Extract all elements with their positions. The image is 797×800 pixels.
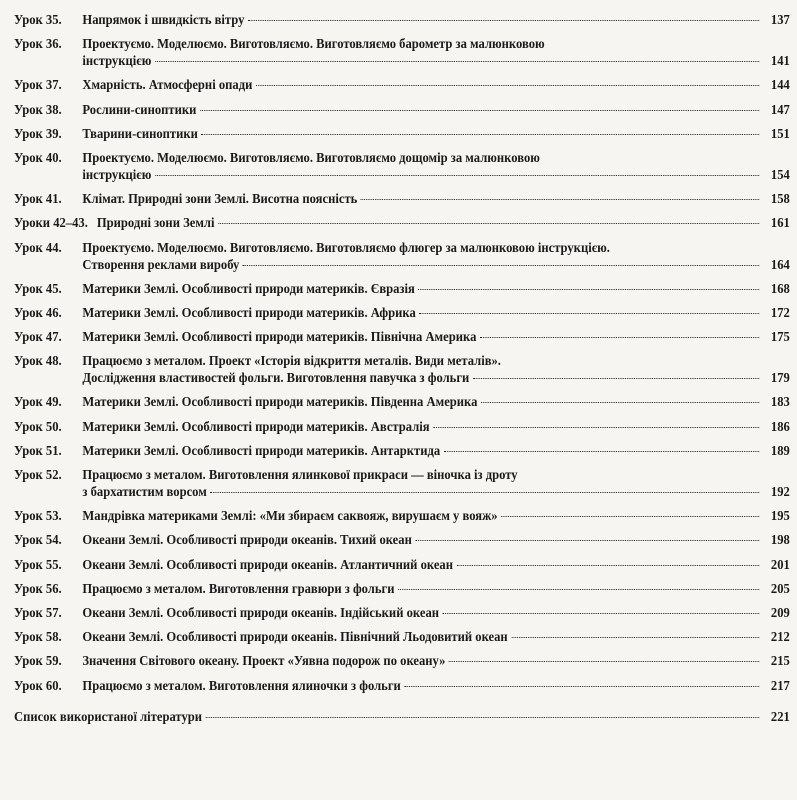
toc-entry[interactable] bbox=[14, 150, 790, 184]
lesson-title-line: з бархатистим ворсом bbox=[82, 485, 207, 500]
toc-line-last bbox=[82, 370, 789, 387]
toc-line-last bbox=[82, 419, 789, 436]
toc-line-last bbox=[82, 605, 789, 622]
toc-entry-body bbox=[82, 394, 789, 411]
lesson-title-line: Дослідження властивостей фольги. Виготовлення павучка з фольги bbox=[82, 371, 470, 387]
lesson-number: Урок 49. bbox=[14, 395, 62, 411]
dot-leader bbox=[443, 613, 760, 614]
lesson-title-line: Проектуємо. Моделюємо. Виготовляємо. Виготовляємо барометр за малюнковою bbox=[82, 37, 545, 53]
dot-leader bbox=[248, 20, 759, 21]
page-number: 137 bbox=[770, 13, 790, 28]
lesson-title-line: Працюємо з металом. Виготовлення ялинкової прикраси — віночка із дроту bbox=[82, 468, 518, 483]
lesson-title-line: Проектуємо. Моделюємо. Виготовляємо. Виготовляємо дощомір за малюнковою bbox=[82, 150, 540, 166]
page-number: 198 bbox=[770, 533, 790, 549]
lesson-number: Урок 46. bbox=[14, 305, 62, 321]
bibliography-label: Список використаної літератури bbox=[14, 709, 203, 725]
toc-line-last bbox=[82, 484, 789, 501]
lesson-title-line: Тварини-синоптики bbox=[82, 126, 198, 142]
page-number: 215 bbox=[770, 654, 790, 670]
toc-entry[interactable] bbox=[14, 215, 790, 232]
toc-entry[interactable] bbox=[14, 629, 790, 646]
lesson-title-line: Створення реклами виробу bbox=[82, 257, 240, 273]
lesson-number: Урок 55. bbox=[14, 557, 62, 573]
toc-entries bbox=[14, 12, 790, 695]
toc-line-last bbox=[82, 557, 789, 574]
toc-entry-body bbox=[82, 678, 789, 695]
toc-line-last bbox=[14, 709, 790, 726]
dot-leader bbox=[511, 637, 759, 638]
toc-entry-body bbox=[82, 36, 789, 70]
lesson-title-line: Природні зони Землі bbox=[96, 216, 215, 232]
toc-entry[interactable] bbox=[14, 394, 790, 411]
toc-line-last bbox=[82, 581, 789, 598]
lesson-title-line: Материки Землі. Особливості природи материків. Антарктида bbox=[82, 443, 441, 459]
lesson-title-line: інструкцією bbox=[82, 167, 152, 183]
toc-entry[interactable] bbox=[14, 467, 790, 501]
toc-entry[interactable] bbox=[14, 305, 790, 322]
page-number: 168 bbox=[770, 281, 790, 297]
toc-line-last bbox=[82, 281, 789, 298]
table-of-contents bbox=[14, 12, 790, 733]
page-number: 209 bbox=[770, 605, 790, 621]
toc-line-last bbox=[82, 532, 789, 549]
toc-entry[interactable] bbox=[14, 36, 790, 70]
toc-entry[interactable] bbox=[14, 102, 790, 119]
dot-leader bbox=[449, 661, 759, 662]
toc-entry-body bbox=[97, 215, 790, 232]
toc-entry[interactable] bbox=[14, 329, 790, 346]
toc-entry-bibliography[interactable] bbox=[14, 709, 790, 726]
toc-entry[interactable] bbox=[14, 126, 790, 143]
page-number: 217 bbox=[770, 678, 790, 694]
lesson-title-line: Хмарність. Атмосферні опади bbox=[82, 78, 253, 94]
dot-leader bbox=[398, 589, 759, 590]
toc-entry-body bbox=[82, 605, 789, 622]
lesson-number: Урок 45. bbox=[14, 281, 62, 297]
toc-line-last bbox=[82, 629, 789, 646]
dot-leader bbox=[361, 199, 759, 200]
lesson-title-line: Працюємо з металом. Проект «Історія відкриття металів. Види металів». bbox=[82, 354, 501, 370]
toc-entry-body bbox=[82, 77, 789, 94]
lesson-number: Урок 57. bbox=[14, 605, 62, 621]
dot-leader bbox=[200, 110, 759, 111]
toc-line-last bbox=[82, 53, 789, 70]
page-number: 195 bbox=[770, 509, 790, 525]
toc-entry-body bbox=[82, 102, 789, 119]
toc-line-last bbox=[82, 394, 789, 411]
toc-entry-body bbox=[82, 126, 789, 143]
dot-leader bbox=[457, 565, 760, 566]
toc-line-last bbox=[82, 167, 789, 184]
dot-leader bbox=[218, 223, 759, 224]
page-number: 175 bbox=[770, 330, 790, 346]
lesson-title-line: Напрямок і швидкість вітру bbox=[82, 13, 245, 28]
toc-entry[interactable] bbox=[14, 77, 790, 94]
toc-entry[interactable] bbox=[14, 443, 790, 460]
page-number: 151 bbox=[770, 126, 790, 142]
lesson-number: Урок 39. bbox=[14, 126, 62, 142]
toc-line-last bbox=[82, 329, 789, 346]
toc-entry-body bbox=[82, 629, 789, 646]
toc-line-last bbox=[82, 191, 789, 208]
page-number: 192 bbox=[770, 485, 790, 500]
lesson-number: Урок 38. bbox=[14, 102, 62, 118]
lesson-title-line: Рослини-синоптики bbox=[82, 102, 197, 118]
toc-line-last bbox=[82, 443, 789, 460]
toc-entry-body bbox=[82, 508, 789, 525]
toc-entry[interactable] bbox=[14, 419, 790, 436]
lesson-title-line: інструкцією bbox=[82, 54, 152, 70]
lesson-title-line: Клімат. Природні зони Землі. Висотна поясність bbox=[82, 192, 358, 208]
dot-leader bbox=[243, 265, 759, 266]
page-number: 189 bbox=[770, 443, 790, 459]
page-number: 179 bbox=[770, 371, 790, 387]
lesson-number: Урок 44. bbox=[14, 240, 62, 256]
toc-line-last bbox=[82, 678, 789, 695]
bibliography-page-number: 221 bbox=[770, 709, 790, 725]
lesson-number: Урок 40. bbox=[14, 150, 62, 166]
toc-entry[interactable] bbox=[14, 678, 790, 695]
lesson-title-line: Працюємо з металом. Виготовлення ялиночки з фольги bbox=[82, 678, 401, 694]
lesson-title-line: Проектуємо. Моделюємо. Виготовляємо. Виготовляємо флюгер за малюнковою інструкцією. bbox=[82, 240, 610, 256]
lesson-number: Урок 50. bbox=[14, 419, 62, 435]
lesson-title-line: Материки Землі. Особливості природи материків. Північна Америка bbox=[82, 330, 477, 346]
dot-leader bbox=[404, 686, 759, 687]
toc-line-last bbox=[82, 508, 789, 525]
toc-entry-body bbox=[82, 191, 789, 208]
toc-line-last bbox=[82, 653, 789, 670]
lesson-number: Урок 41. bbox=[14, 192, 62, 208]
dot-leader bbox=[501, 516, 759, 517]
lesson-number: Уроки 42–43. bbox=[14, 216, 88, 232]
lesson-number: Урок 47. bbox=[14, 330, 62, 346]
lesson-title-line: Материки Землі. Особливості природи материків. Південна Америка bbox=[82, 395, 478, 411]
toc-entry-body bbox=[82, 532, 789, 549]
lesson-number: Урок 36. bbox=[14, 37, 62, 53]
dot-leader bbox=[155, 61, 759, 62]
toc-line-last bbox=[82, 12, 789, 29]
toc-line-last bbox=[82, 305, 789, 322]
toc-entry[interactable] bbox=[14, 605, 790, 622]
dot-leader bbox=[202, 134, 760, 135]
toc-entry[interactable] bbox=[14, 557, 790, 574]
lesson-title-line: Значення Світового океану. Проект «Уявна подорож по океану» bbox=[82, 654, 446, 670]
page-number: 172 bbox=[770, 305, 790, 321]
toc-line-last bbox=[97, 215, 790, 232]
toc-entry[interactable] bbox=[14, 191, 790, 208]
dot-leader bbox=[444, 451, 759, 452]
lesson-title-line: Океани Землі. Особливості природи океанів. Північний Льодовитий океан bbox=[82, 630, 508, 646]
lesson-number: Урок 37. bbox=[14, 78, 62, 94]
dot-leader bbox=[155, 175, 759, 176]
toc-entry-body bbox=[14, 709, 790, 726]
toc-entry[interactable] bbox=[14, 581, 790, 598]
page-number: 147 bbox=[770, 102, 790, 118]
toc-entry[interactable] bbox=[14, 353, 790, 387]
lesson-title-line: Працюємо з металом. Виготовлення гравюри з фольги bbox=[82, 581, 395, 597]
toc-entry-body bbox=[82, 12, 789, 29]
toc-entry-body bbox=[82, 419, 789, 436]
dot-leader bbox=[256, 85, 759, 86]
toc-entry-body bbox=[82, 653, 789, 670]
dot-leader bbox=[418, 289, 759, 290]
toc-entry-body bbox=[82, 150, 789, 184]
page-number: 212 bbox=[770, 630, 790, 646]
dot-leader bbox=[473, 378, 759, 379]
lesson-number: Урок 59. bbox=[14, 654, 62, 670]
page-number: 144 bbox=[770, 78, 790, 94]
toc-entry[interactable] bbox=[14, 281, 790, 298]
toc-entry-body bbox=[82, 443, 789, 460]
dot-leader bbox=[210, 492, 759, 493]
lesson-number: Урок 60. bbox=[14, 678, 62, 694]
toc-entry-body bbox=[82, 281, 789, 298]
lesson-number: Урок 54. bbox=[14, 533, 62, 549]
toc-entry[interactable] bbox=[14, 532, 790, 549]
page-number: 164 bbox=[770, 257, 790, 273]
lesson-number: Урок 51. bbox=[14, 443, 62, 459]
toc-line-last bbox=[82, 102, 789, 119]
toc-entry[interactable] bbox=[14, 12, 790, 29]
toc-entry-body bbox=[82, 353, 789, 387]
page-number: 186 bbox=[770, 419, 790, 435]
toc-entry-body bbox=[82, 240, 789, 274]
toc-entry-body bbox=[82, 581, 789, 598]
lesson-number: Урок 52. bbox=[14, 468, 62, 483]
lesson-title-line: Материки Землі. Особливості природи материків. Африка bbox=[82, 305, 416, 321]
lesson-title-line: Материки Землі. Особливості природи материків. Австралія bbox=[82, 419, 430, 435]
toc-entry-body bbox=[82, 329, 789, 346]
lesson-title-line: Океани Землі. Особливості природи океанів. Атлантичний океан bbox=[82, 557, 453, 573]
toc-line-last bbox=[82, 257, 789, 274]
toc-entry-body bbox=[82, 557, 789, 574]
lesson-number: Урок 53. bbox=[14, 509, 62, 525]
dot-leader bbox=[433, 427, 759, 428]
lesson-title-line: Материки Землі. Особливості природи материків. Євразія bbox=[82, 281, 415, 297]
page-number: 205 bbox=[770, 581, 790, 597]
page-number: 154 bbox=[770, 167, 790, 183]
page-number: 183 bbox=[770, 395, 790, 411]
lesson-title-line: Мандрівка материками Землі: «Ми збираєм саквояж, вирушаєм у вояж» bbox=[82, 509, 498, 525]
toc-entry[interactable] bbox=[14, 653, 790, 670]
page-number: 201 bbox=[770, 557, 790, 573]
lesson-number: Урок 35. bbox=[14, 13, 62, 28]
lesson-number: Урок 48. bbox=[14, 354, 62, 370]
toc-entry[interactable] bbox=[14, 508, 790, 525]
toc-line-last bbox=[82, 77, 789, 94]
dot-leader bbox=[206, 717, 760, 718]
toc-entry-body bbox=[82, 305, 789, 322]
dot-leader bbox=[481, 402, 759, 403]
toc-entry[interactable] bbox=[14, 240, 790, 274]
lesson-number: Урок 58. bbox=[14, 630, 62, 646]
page-number: 158 bbox=[770, 192, 790, 208]
dot-leader bbox=[480, 337, 759, 338]
dot-leader bbox=[419, 313, 759, 314]
page-number: 141 bbox=[770, 54, 790, 70]
dot-leader bbox=[415, 540, 759, 541]
lesson-title-line: Океани Землі. Особливості природи океанів. Індійський океан bbox=[82, 605, 440, 621]
lesson-title-line: Океани Землі. Особливості природи океанів. Тихий океан bbox=[82, 533, 412, 549]
page-number: 161 bbox=[770, 216, 790, 232]
toc-entry-body bbox=[82, 467, 789, 501]
lesson-number: Урок 56. bbox=[14, 581, 62, 597]
toc-line-last bbox=[82, 126, 789, 143]
